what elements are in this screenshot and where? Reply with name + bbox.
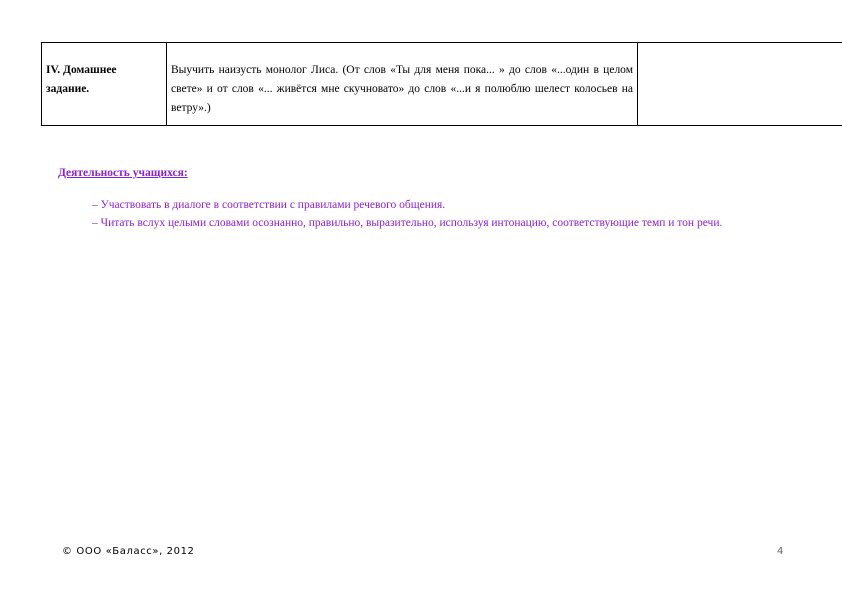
page-number: 4 bbox=[777, 546, 784, 557]
activity-item: – Участвовать в диалоге в соответствии с правилами речевого общения. bbox=[92, 199, 446, 211]
notes-cell bbox=[638, 43, 842, 126]
activities-heading: Деятельность учащихся: bbox=[58, 167, 188, 179]
activity-item: – Читать вслух целыми словами осознанно, правильно, выразительно, используя интонацию, соответствующие темп и тон речи. bbox=[92, 217, 723, 229]
footer-copyright: © ООО «Баласс», 2012 bbox=[62, 546, 195, 557]
lesson-table bbox=[41, 42, 842, 126]
student-activities bbox=[58, 164, 783, 232]
stage-cell: IV. Домашнее задание. bbox=[42, 43, 167, 126]
task-cell: Выучить наизусть монолог Лиса. (От слов «Ты для меня пока... » до слов «...один в целом свете» и от слов «... живётся мне скучновато» до слов «...и я полюблю шелест колосьев на ветру».) bbox=[167, 43, 638, 126]
table-row bbox=[42, 43, 842, 126]
